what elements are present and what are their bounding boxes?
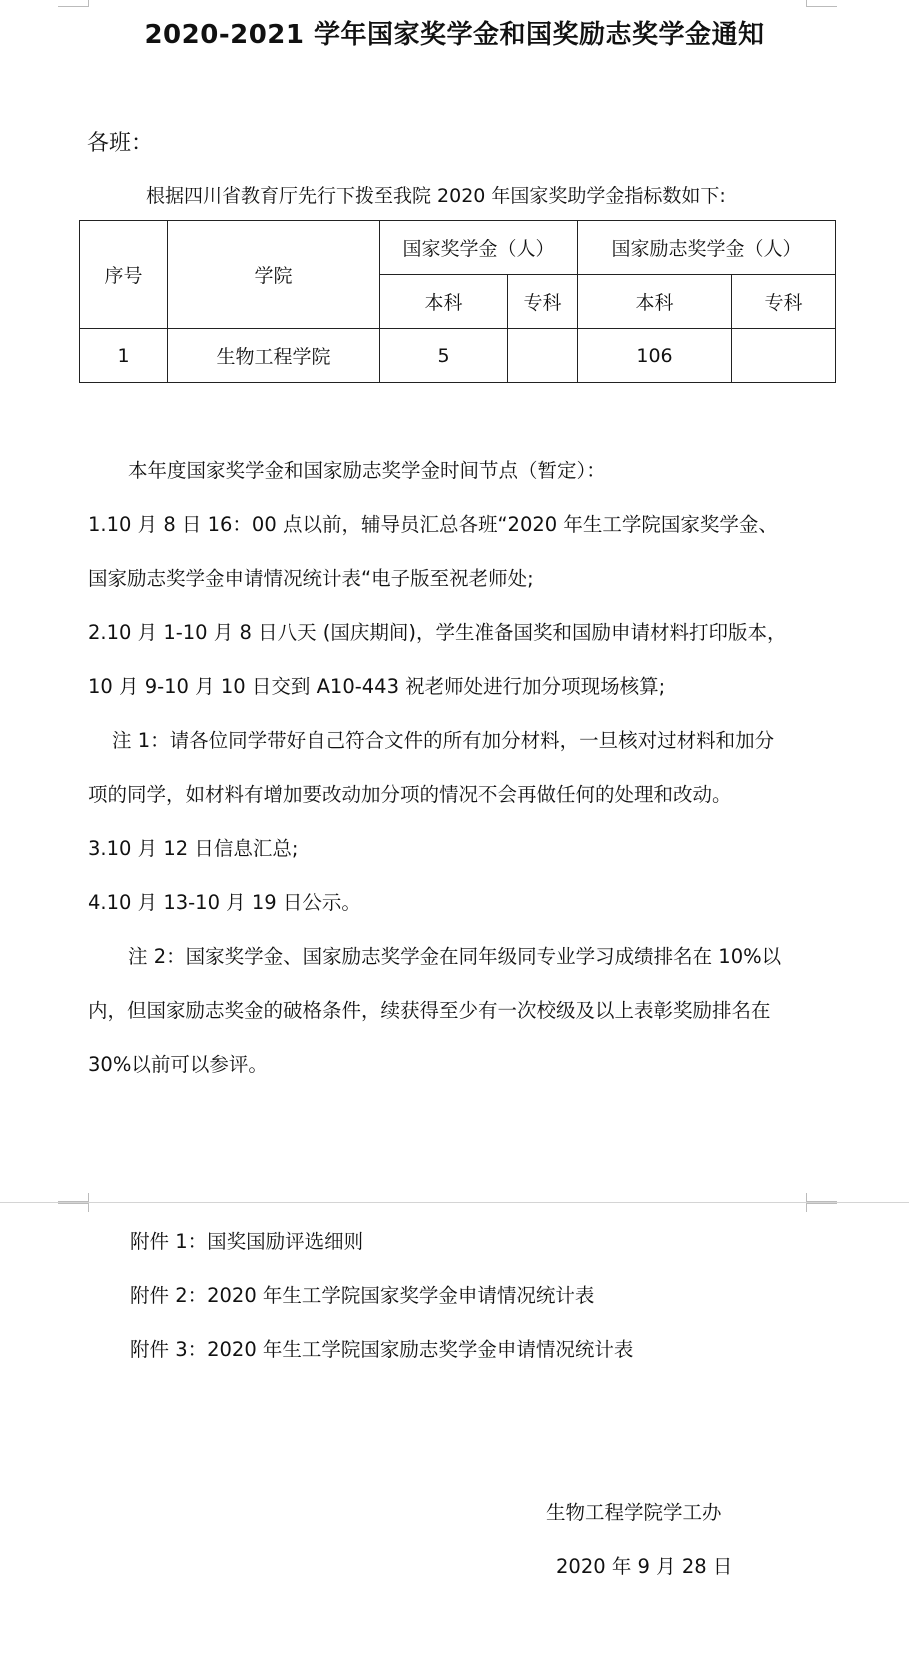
attachment-3: 附件 3：2020 年生工学院国家励志奖学金申请情况统计表 bbox=[130, 1338, 634, 1361]
header-encourage-undergrad: 本科 bbox=[578, 275, 732, 329]
cell-seq: 1 bbox=[80, 329, 168, 383]
table-row bbox=[80, 329, 836, 383]
header-encouragement-scholarship: 国家励志奖学金（人） bbox=[578, 221, 836, 275]
note-1a: 注 1：请各位同学带好自己符合文件的所有加分材料，一旦核对过材料和加分 bbox=[112, 729, 775, 752]
crop-mark-bottom-left bbox=[58, 1193, 89, 1202]
note-2c: 30%以前可以参评。 bbox=[88, 1053, 268, 1076]
attachment-2: 附件 2：2020 年生工学院国家奖学金申请情况统计表 bbox=[130, 1284, 595, 1307]
intro-paragraph: 根据四川省教育厅先行下拨至我院 2020 年国家奖助学金指标数如下: bbox=[146, 185, 726, 207]
timeline-item-2b: 10 月 9-10 月 10 日交到 A10-443 祝老师处进行加分项现场核算; bbox=[88, 675, 666, 698]
quota-table bbox=[79, 220, 836, 383]
timeline-item-1a: 1.10 月 8 日 16：00 点以前，辅导员汇总各班“2020 年生工学院国家奖学金、 bbox=[88, 513, 778, 536]
crop-mark-bottom-right bbox=[806, 1193, 837, 1202]
crop-mark-next-right bbox=[806, 1203, 837, 1212]
cell-college: 生物工程学院 bbox=[168, 329, 380, 383]
salutation: 各班： bbox=[87, 131, 154, 156]
header-national-scholarship: 国家奖学金（人） bbox=[380, 221, 578, 275]
signature-date: 2020 年 9 月 28 日 bbox=[556, 1555, 733, 1578]
cell-encourage-undergrad: 106 bbox=[578, 329, 732, 383]
signature-office: 生物工程学院学工办 bbox=[546, 1501, 722, 1524]
attachment-1: 附件 1：国奖国励评选细则 bbox=[130, 1230, 364, 1253]
cell-encourage-junior bbox=[732, 329, 836, 383]
timeline-item-1b: 国家励志奖学金申请情况统计表“电子版至祝老师处; bbox=[88, 567, 534, 590]
header-encourage-junior: 专科 bbox=[732, 275, 836, 329]
page-break bbox=[0, 1202, 909, 1203]
crop-mark-next-left bbox=[58, 1203, 89, 1212]
header-seq: 序号 bbox=[80, 221, 168, 329]
crop-mark-top-left bbox=[58, 0, 89, 7]
timeline-item-4: 4.10 月 13-10 月 19 日公示。 bbox=[88, 891, 361, 914]
note-2b: 内，但国家励志奖金的破格条件，续获得至少有一次校级及以上表彰奖励排名在 bbox=[88, 999, 771, 1022]
cell-national-junior bbox=[508, 329, 578, 383]
timeline-item-2a: 2.10 月 1-10 月 8 日八天 (国庆期间)，学生准备国奖和国励申请材料打印版本， bbox=[88, 621, 787, 644]
header-national-junior: 专科 bbox=[508, 275, 578, 329]
timeline-heading: 本年度国家奖学金和国家励志奖学金时间节点（暂定）： bbox=[128, 459, 606, 482]
crop-mark-top-right bbox=[806, 0, 837, 7]
cell-national-undergrad: 5 bbox=[380, 329, 508, 383]
header-college: 学院 bbox=[168, 221, 380, 329]
note-1b: 项的同学，如材料有增加要改动加分项的情况不会再做任何的处理和改动。 bbox=[88, 783, 732, 806]
header-national-undergrad: 本科 bbox=[380, 275, 508, 329]
document-title: 2020-2021 学年国家奖学金和国奖励志奖学金通知 bbox=[144, 20, 765, 50]
table-header-row bbox=[80, 221, 836, 275]
note-2a: 注 2：国家奖学金、国家励志奖学金在同年级同专业学习成绩排名在 10%以 bbox=[128, 945, 782, 968]
timeline-item-3: 3.10 月 12 日信息汇总; bbox=[88, 837, 299, 860]
